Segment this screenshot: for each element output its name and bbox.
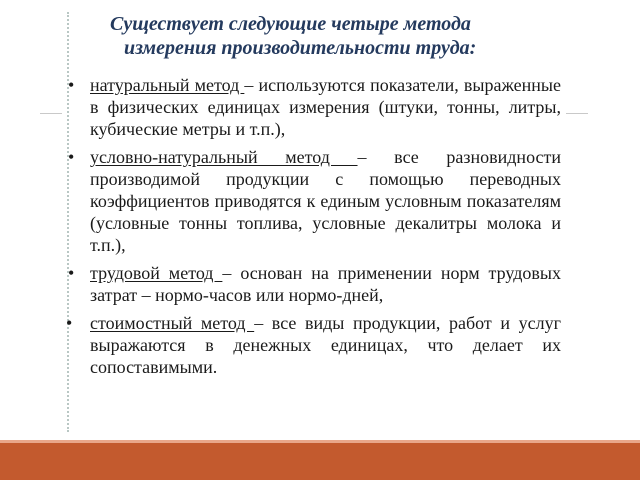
bullet-icon: • bbox=[68, 147, 75, 167]
method-description: – используются показатели, выраженные в физических единицах измерения (штуки, тонны, литры, кубические метры и т.п.), bbox=[90, 75, 562, 139]
left-guide-mark bbox=[40, 113, 62, 114]
slide-title bbox=[110, 12, 540, 60]
footer-stripe bbox=[0, 440, 640, 443]
title-line-1: Существует следующие четыре метода bbox=[110, 13, 471, 35]
footer-band bbox=[0, 440, 640, 480]
method-description: – основан на применении норм трудовых затрат – нормо-часов или нормо-дней, bbox=[90, 263, 561, 305]
title-line-2: измерения производительности труда: bbox=[124, 37, 477, 59]
methods-list bbox=[66, 74, 562, 384]
bullet-icon: • bbox=[68, 263, 75, 283]
right-guide-mark bbox=[566, 113, 588, 114]
list-item bbox=[70, 74, 561, 140]
bullet-icon: • bbox=[66, 313, 73, 333]
method-term: трудовой метод bbox=[90, 263, 223, 283]
list-item bbox=[66, 312, 562, 378]
method-description: – все разновидности производимой продукции с помощью переводных коэффициентов приводятся к единым условным показателям (условные тонны топлива, условные декалитры молока и т.п.), bbox=[90, 147, 562, 255]
method-description: – все виды продукции, работ и услуг выражаются в денежных единицах, что делает их сопоставимыми. bbox=[90, 313, 562, 377]
method-term: стоимостный метод bbox=[90, 313, 255, 333]
list-item bbox=[70, 262, 561, 306]
bullet-icon: • bbox=[68, 75, 75, 95]
method-term: условно-натуральный метод bbox=[90, 147, 358, 167]
method-term: натуральный метод bbox=[90, 75, 245, 95]
list-item bbox=[70, 146, 561, 256]
